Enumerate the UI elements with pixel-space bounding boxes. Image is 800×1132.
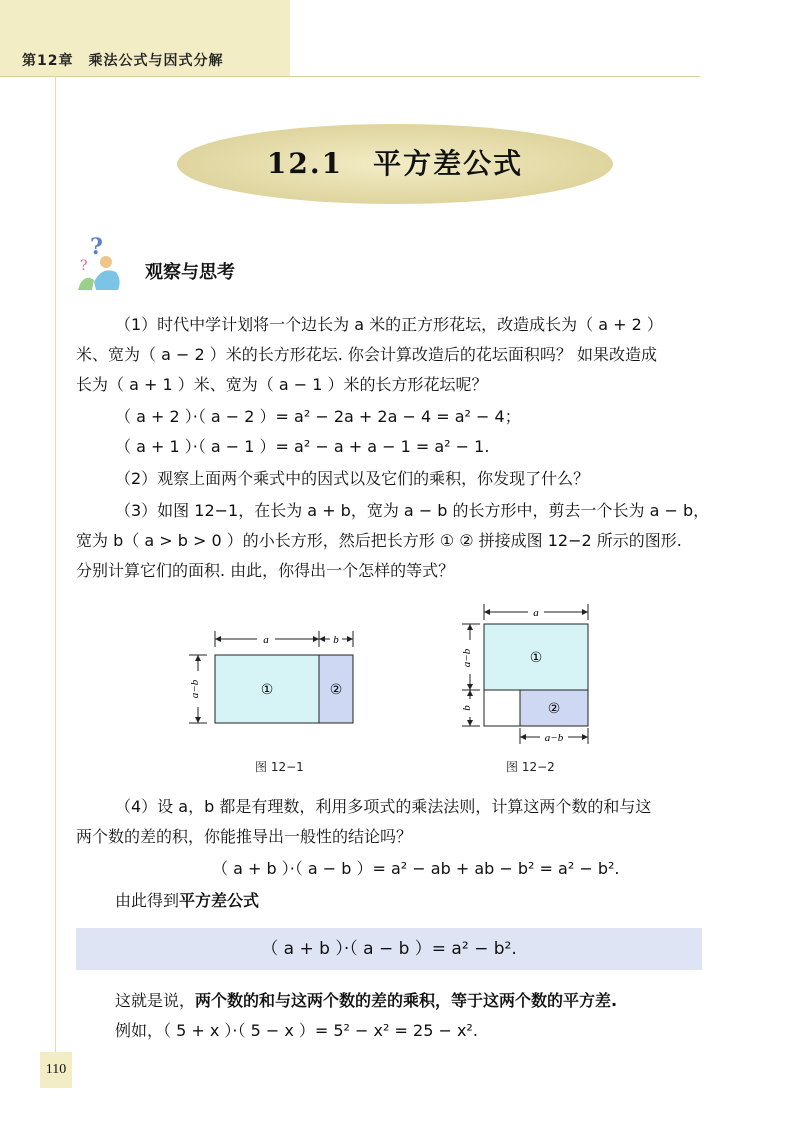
derive-bold: 平方差公式 (179, 891, 260, 910)
fig1-region-1-label: ① (260, 682, 274, 698)
paragraph-1-line-1: （1）时代中学计划将一个边长为 a 米的正方形花坛，改造成长为（ a + 2 ） (115, 315, 663, 334)
paragraph-1-line-2: 米、宽为（ a − 2 ）米的长方形花坛. 你会计算改造后的花坛面积吗？ 如果改造成 (76, 345, 657, 364)
derive-prefix: 由此得到 (115, 891, 180, 910)
paragraph-1-line-3: 长为（ a + 1 ）米、宽为（ a − 1 ）米的长方形花坛呢？ (76, 375, 488, 394)
figure-12-2 (458, 600, 598, 750)
fig2-label-left-upper: a−b (461, 648, 473, 668)
derive-line (115, 886, 259, 916)
figure-12-1 (185, 625, 370, 735)
svg-text:?: ? (90, 234, 103, 260)
fig2-blank (484, 690, 520, 726)
page-number: 110 (45, 1062, 67, 1077)
paragraph-4-line-2: 两个数的差的积，你能推导出一般性的结论吗？ (76, 827, 413, 846)
header-rule (0, 76, 700, 77)
equation-3: （ a + b ）·（ a − b ）= a² − ab + ab − b² = a² − b². (212, 859, 620, 878)
margin-rule (55, 76, 56, 1056)
fig1-label-b: b (333, 634, 339, 646)
chapter-title: 第12章 乘法公式与因式分解 (22, 53, 224, 69)
conclusion-line (115, 986, 617, 1016)
equation-1: （ a + 2 ）·（ a − 2 ）= a² − 2a + 2a − 4 = a² − 4； (115, 407, 521, 426)
example-line: 例如，（ 5 + x ）·（ 5 − x ）= 5² − x² = 25 − x². (115, 1021, 478, 1040)
thinking-figure-icon (72, 234, 132, 294)
conclusion-prefix: 这就是说， (115, 991, 196, 1010)
fig2-region-1-label: ① (529, 650, 543, 666)
fig2-label-bottom: a−b (544, 732, 564, 744)
paragraph-4-line-1: （4）设 a，b 都是有理数，利用多项式的乘法法则，计算这两个数的和与这 (115, 797, 652, 816)
conclusion-bold: 两个数的和与这两个数的差的乘积，等于这两个数的平方差. (195, 991, 618, 1010)
fig1-label-a: a (263, 634, 269, 646)
formula-box-text: （ a + b ）·（ a − b ）= a² − b². (261, 939, 517, 959)
figure-12-2-caption: 图 12−2 (506, 760, 555, 774)
paragraph-3-line-1: （3）如图 12−1，在长为 a + b，宽为 a − b 的长方形中，剪去一个长为 a − b， (115, 501, 710, 520)
fig2-label-left-lower: b (461, 705, 473, 711)
section-title: 12.1 平方差公式 (266, 147, 524, 180)
fig1-label-side: a−b (189, 679, 201, 699)
equation-2: （ a + 1 ）·（ a − 1 ）= a² − a + a − 1 = a² − 1. (115, 437, 490, 456)
paragraph-3-line-2: 宽为 b（ a > b > 0 ）的小长方形，然后把长方形 ① ② 拼接成图 12−2 所示的图形. (76, 531, 682, 550)
observe-heading: 观察与思考 (145, 262, 235, 283)
svg-text:?: ? (80, 258, 88, 274)
paragraph-2: （2）观察上面两个乘式中的因式以及它们的乘积，你发现了什么？ (115, 469, 590, 488)
fig2-region-2-label: ② (547, 701, 561, 717)
paragraph-3-line-3: 分别计算它们的面积. 由此，你得出一个怎样的等式？ (76, 561, 455, 580)
fig2-label-top: a (533, 607, 539, 619)
figure-12-1-caption: 图 12−1 (255, 760, 304, 774)
fig1-region-2-label: ② (329, 682, 343, 698)
